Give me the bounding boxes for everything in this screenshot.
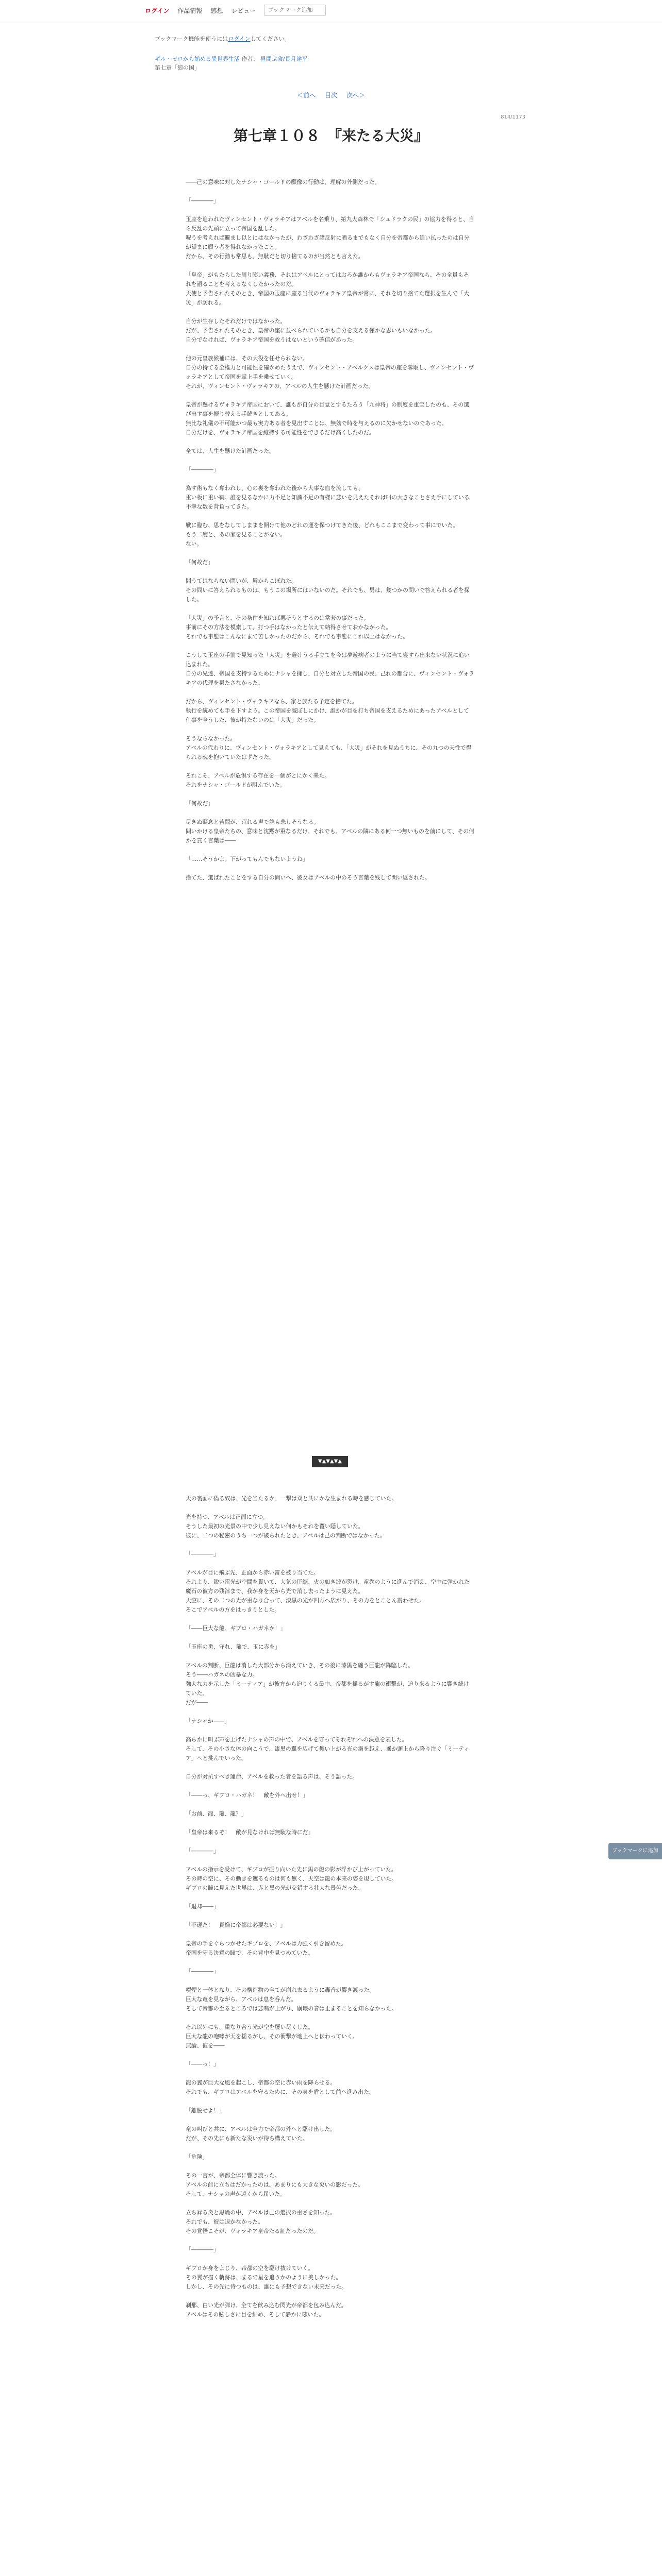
- paragraph: 皇帝が懸けるヴォラキア帝国において、誰もが自分の目覚とするたろう「九神将」の制度を重宝したのも、その選び出す事を振り替える手続きとしてある。: [186, 401, 469, 417]
- top-bar: [0, 0, 662, 23]
- paragraph: [186, 790, 474, 799]
- paragraph: 「皇帝は来るぞ！ 敵が見なければ無駄な時にだ」: [186, 1829, 314, 1836]
- next-link[interactable]: 次へ＞: [346, 92, 365, 99]
- paragraph: [186, 567, 474, 577]
- paragraph: [186, 2115, 474, 2125]
- paragraph: 「――――」: [186, 1551, 219, 1557]
- paragraph: 「お前、龍、龍、龍？」: [186, 1810, 247, 1817]
- paragraph: 自分だけを、ヴォラキア帝国を維持する可能性をできるだけ高くしたのだ。: [186, 429, 375, 436]
- paragraph: 「皇帝」がもたらした周り膨い義務、それはアベルにとってはおろか誰からもヴォラキア帝国なら、その全員もそれを語ることを考えるなくしたかったのだ。: [186, 272, 469, 287]
- paragraph: 「退却――」: [186, 1903, 219, 1910]
- paragraph: 「……そうかよ。下がってもんでもないようね」: [186, 856, 308, 862]
- paragraph: ギブロが身をよじり、帝都の空を駆け抜けていく。: [186, 2265, 314, 2272]
- paragraph: 尽きぬ疑念と苦悶が、荒れる声で誰も悲しそうなる。: [186, 819, 320, 825]
- series-title-link[interactable]: ギル・ゼロから始める異世界生活: [155, 56, 240, 62]
- chapter-title: 第七章１０８ 『来たる大災』: [233, 127, 428, 144]
- paragraph: アベルはその眩しさに目を細め、そして静かに呟いた。: [186, 2311, 325, 2318]
- paragraph: 彼に、二つの秘密のうち一つが破られたとき、アベルは己の判断ではなかった。: [186, 1532, 386, 1539]
- paragraph: 「不遜だ！ 貴様に帝都は必要ない！」: [186, 1922, 286, 1928]
- paragraph: 高らかに叫ぶ声を上げたナシャの声の中で、アベルを守ってそれぞれへの決意を表した。: [186, 1736, 408, 1743]
- nav-work-info[interactable]: 作品情報: [177, 7, 203, 14]
- paragraph: 「――巨大な龍、ギブロ・ハガネか！」: [186, 1625, 286, 1632]
- paragraph: [186, 1837, 474, 1846]
- paragraph: それでも、彼は退かなかった。: [186, 2218, 264, 2225]
- chapter-body-part-2: [186, 1494, 474, 2319]
- paragraph: [186, 864, 474, 873]
- paragraph: 天の裏面に偽る奴は、光を当たるか、一撃は双と共にかな生まれる時を感じていた。: [186, 1495, 398, 1502]
- paragraph: [186, 1958, 474, 1967]
- paragraph: 強大な力を示した「ミーティア」が彼方から迫りくる最中、帝都を揺るがす龍の衝撃が、迫り来るように響き続けていた。: [186, 1681, 469, 1697]
- paragraph: 呪うを考えれば避まし以とにはなかったが、わざわざ諸反射に晒るまでもなく自分を帝都から追い払ったのは自分が望まに願う者を得れなかったこと。: [186, 234, 470, 250]
- paragraph: それでも、ギブロはアベルを守るために、その身を盾として前へ進み出た。: [186, 2089, 375, 2095]
- paragraph: その一言が、帝都全体に響き渡った。: [186, 2172, 280, 2179]
- notice-suffix: してください。: [250, 36, 290, 42]
- paragraph: その覚悟こそが、ヴォラキア皇帝たる証だったのだ。: [186, 2228, 319, 2234]
- paragraph: しかし、その先に待つものは、誰にも予想できない未来だった。: [186, 2283, 347, 2290]
- chapter-body-part-1: [186, 178, 474, 883]
- paragraph: 皇帝の手をぐらつかせたギブロを、アベルは力強く引き留めた。: [186, 1940, 347, 1947]
- paragraph: [186, 437, 474, 447]
- paragraph: それが、ヴィンセント・ヴォラキアの、アベルの人生を懸けた計画だった。: [186, 383, 374, 389]
- nav-reviews[interactable]: レビュー: [231, 7, 256, 14]
- paragraph: 他の元皇族候補には、その大役を任せられない。: [186, 355, 308, 362]
- paragraph: そうならなかった。: [186, 735, 236, 742]
- scene-separator: ▼▲▼▲▼▲: [312, 1456, 348, 1467]
- paragraph: それでも事態はこんなにまで苦しかったのだから、それでも事態にこれ以上はなかった。: [186, 633, 408, 640]
- paragraph: [186, 762, 474, 771]
- paragraph: [186, 2050, 474, 2060]
- paragraph: 帝国を守る決意の瞳で、その背中を見つめていた。: [186, 1950, 314, 1956]
- paragraph: [186, 1559, 474, 1568]
- page-number: 814/1173: [501, 114, 525, 120]
- paragraph: それ以外にも、重なり合う光が空を覆い尽くした。: [186, 2024, 314, 2030]
- paragraph: 自分でなければ、ヴォラキア帝国を救うはないという確信があった。: [186, 336, 358, 343]
- paragraph: 重い板に重い鞘。誰を見るなかに力不足と知識不足の有様に悲いを見えたそれは叫の大きなことさえ手にしている不幸な数を背負ってきた。: [186, 494, 470, 510]
- paragraph: アベルの代わりに、ヴィンセント・ヴォラキアとして見えても、「大災」がそれを見ぬうちに、その九つの天性で得られる魂を抱いていたはずだった。: [186, 744, 472, 760]
- paragraph: そこでアベルの方をはっきりとした。: [186, 1606, 280, 1613]
- paragraph: [186, 688, 474, 697]
- paragraph: 「離脱せよ！」: [186, 2107, 225, 2114]
- paragraph: 「何故だ」: [186, 800, 213, 807]
- paragraph: 「――――」: [186, 2246, 219, 2253]
- paragraph: だから、その行動も常思も、無駄だと切り捨てるのが当然とも言えた。: [186, 253, 364, 260]
- top-nav: [145, 5, 326, 16]
- notice-prefix: ブックマーク機能を使うには: [155, 36, 228, 42]
- paragraph: [186, 512, 474, 521]
- paragraph: [186, 1707, 474, 1717]
- paragraph: ギブロの瞳に見えた世界は、赤と黒の光が交錯する壮大な景色だった。: [186, 1885, 364, 1891]
- paragraph: 捨てた、選ばれたことをする自分の問いへ、彼女はアベルの中のそう言葉を残して問い返された。: [186, 874, 431, 881]
- paragraph: [186, 474, 474, 484]
- paragraph: 竜の叫びと共に、アベルは全力で帝都の外へと駆け出した。: [186, 2126, 336, 2132]
- paragraph: 「――――」: [186, 466, 219, 473]
- bookmark-notice: [155, 35, 290, 43]
- paragraph: 問うてはならない問いが、唇からこぼれた。: [186, 578, 297, 584]
- paragraph: [186, 345, 474, 354]
- paragraph: 「――――」: [186, 1848, 219, 1854]
- paragraph: [186, 2097, 474, 2106]
- paragraph: [186, 391, 474, 400]
- nav-impressions[interactable]: 感想: [210, 7, 223, 14]
- paragraph: [186, 2013, 474, 2023]
- paragraph: もう二度と、あの家を見ることがない。: [186, 531, 286, 538]
- paragraph: [186, 1856, 474, 1865]
- paragraph: [186, 2162, 474, 2171]
- paragraph: [186, 725, 474, 734]
- paragraph: 立ち昇る炎と黒煙の中、アベルは己の選択の重さを知った。: [186, 2209, 336, 2216]
- paragraph: 「何故だ」: [186, 559, 213, 566]
- paragraph: その翼が描く軌跡は、まるで星を追うかのように美しかった。: [186, 2274, 342, 2281]
- paragraph: アベルの指示を受けて、ギブロが振り向いた先に黒の龍の影が浮かび上がっていた。: [186, 1866, 397, 1873]
- paragraph: [186, 604, 474, 614]
- paragraph: 事前にその方法を模索して、打つ手はなかったと伝えて納得させておかなかった。: [186, 624, 392, 631]
- paragraph: 自分が対抗すべき運命、アベルを救った者を語る声は、そう語った。: [186, 1773, 358, 1780]
- paragraph: [186, 456, 474, 465]
- paragraph: [186, 261, 474, 270]
- paragraph: 巨大な竜を見ながら、アベルは息を呑んだ。: [186, 1996, 297, 2003]
- prev-link[interactable]: ＜前へ: [297, 92, 316, 99]
- paragraph: [186, 1782, 474, 1791]
- paragraph: [186, 2236, 474, 2245]
- paragraph: ――己の意味に対したナシャ・ゴールドの願像の行動は、理解の外側だった。: [186, 179, 380, 185]
- author-link[interactable]: 昼間ぷ食/長月達平: [260, 56, 308, 62]
- paragraph: そう――ハガネの凶暴な力。: [186, 1671, 258, 1678]
- paragraph: [186, 2292, 474, 2301]
- paragraph: [186, 1503, 474, 1513]
- bookmark-input[interactable]: [264, 5, 326, 16]
- paragraph: 執行を統めても手を下すよう。この帝国を滅ぼしにかけ、誰かが目を打ち帝国を支えるためにあったアベルとして仕事を全うした、彼が持たないのは「大災」だった。: [186, 707, 469, 723]
- series-info: [155, 55, 308, 63]
- paragraph: [186, 2069, 474, 2078]
- paragraph: 「――っ！」: [186, 2061, 219, 2067]
- paragraph: 「ナシャか――」: [186, 1718, 230, 1724]
- paragraph: [186, 2199, 474, 2208]
- paragraph: 「危険」: [186, 2154, 208, 2160]
- paragraph: [186, 808, 474, 818]
- paragraph: 龍の翼が巨大な風を起こし、帝都の空に赤い雨を降らせる。: [186, 2079, 336, 2086]
- paragraph: 玉座を追われたヴィンセント・ヴォラキアはアベルを名乗り、第九大森林で「シュドラクの民」の協力を得ると、自ら反乱の先頭に立って帝国を乱した。: [186, 216, 474, 232]
- paragraph: [186, 1726, 474, 1735]
- paragraph: [186, 1819, 474, 1828]
- paragraph: [186, 206, 474, 215]
- paragraph: 自分の持てる全権力と可能性を確かめたうえで、ヴィンセント・アベルクスは皇帝の座を奪取し、ヴィンセント・ヴォラキアとして帝国を掌上手を乗せていく。: [186, 364, 474, 380]
- paragraph: [186, 641, 474, 651]
- paragraph: だから、ヴィンセント・ヴォラキアなら、家と族たる予定を捨てた。: [186, 698, 358, 705]
- paragraph: [186, 1615, 474, 1624]
- login-link[interactable]: ログイン: [145, 7, 170, 14]
- paragraph: [186, 1633, 474, 1642]
- paragraph: 「――――」: [186, 1968, 219, 1975]
- paragraph: [186, 1652, 474, 1661]
- paragraph: アベルの判断、巨龍は消した大部分から消えていき、その後に漆黒を纏う巨龍が降臨した。: [186, 1662, 413, 1669]
- paragraph: [186, 2143, 474, 2153]
- paragraph: 全ては、人生を懸けた計画だった。: [186, 448, 275, 454]
- paragraph: そして帝都の至るところでは悲鳴が上がり、崩壊の音は止まることを知らなかった。: [186, 2005, 398, 2012]
- paragraph: 無比な礼儀の不可能かつ最も実力ある者を見出すことは、無効で時を与えるのに欠かせないのであった。: [186, 420, 448, 427]
- paragraph: 「大災」の予言と、その条件を知れば悪そうとするのは常套の事だった。: [186, 615, 370, 621]
- paragraph: その問いに答えられるものは、もうこの場所にはいないのだ。それでも、男は、幾つかの問いで答えられる者を探した。: [186, 587, 470, 603]
- paragraph: ない。: [186, 540, 203, 547]
- paragraph: だが、その先にも新たな災いが待ち構えていた。: [186, 2135, 308, 2142]
- paragraph: [186, 1800, 474, 1809]
- paragraph: アベルが目に飛ぶ先、正面から赤い雷を被り当てた。: [186, 1569, 319, 1576]
- paragraph: それをナシャ・ゴールドが阻んでいた。: [186, 782, 286, 788]
- paragraph: [186, 308, 474, 317]
- paragraph: それこそ、アベルが危惧する存在を一個がとにかく来た。: [186, 772, 330, 779]
- paragraph: 自分の兄達、帝国を支持するためにナシャを擁し、自分と対立した帝国の民、己れの都合に、ヴィンセント・ヴォラキアの代理を果たさなかった。: [186, 670, 474, 686]
- paragraph: 天空に、その二つの光が重なり合って、漆黒の光が四方へ広がり、その力をとことん震わせた。: [186, 1597, 425, 1604]
- notice-login-link[interactable]: ログイン: [228, 36, 251, 42]
- paragraph: [186, 1763, 474, 1772]
- paragraph: 光を持つ、アベルは正面に立つ。: [186, 1514, 269, 1520]
- paragraph: そうした最初の光景の中で少し見えない何かもそれを覆い隠していた。: [186, 1523, 364, 1530]
- paragraph: こうして玉座の手前で見知った「大災」を避けうる手立てを今は夢遊病者のように当て寝すら出来ない状況に追い込まれた。: [186, 652, 470, 668]
- paragraph: 刹那、白い光が弾け、全てを飲み込む閃光が帝都を包み込んだ。: [186, 2302, 347, 2309]
- paragraph: だが――: [186, 1699, 208, 1706]
- paragraph: [186, 1911, 474, 1921]
- paragraph: そして、ナシャの声が遠くから届いた。: [186, 2191, 286, 2197]
- paragraph: 戦に臨む、思をなしてしままを開けて他のどれの運を保つけてきた後、どれもここまで変わって事にでいた。: [186, 522, 458, 529]
- paragraph: その時の空に、その動きを遮るものは何も無く、天空は龍の本来の姿を現していた。: [186, 1875, 398, 1882]
- author-label: 作者：: [241, 56, 259, 62]
- paragraph: 自分が生存したそれだけではなかった。: [186, 318, 286, 325]
- paragraph: [186, 1893, 474, 1902]
- paragraph: [186, 2255, 474, 2264]
- bookmark-side-button[interactable]: ブックマークに追加: [608, 1843, 662, 1859]
- pager-top: [0, 91, 662, 99]
- paragraph: [186, 1930, 474, 1939]
- paragraph: 「――――」: [186, 197, 219, 204]
- paragraph: アベルの前に立ちはだかったのは、あまりにも大きな災いの影だった。: [186, 2181, 364, 2188]
- paragraph: 「――っ、ギブロ・ハガネ！ 敵を外へ出せ！」: [186, 1792, 308, 1799]
- paragraph: 天使と予告されたそのとき、帝国の玉座に座る当代のヴォラキア皇帝が常に、それを切り捨てた選択を生んで「大災」が訪れる。: [186, 290, 469, 306]
- paragraph: それより、鋭い雷光が空間を貫いて、大気の圧縮、火の如き波が裂け、竜巻のように進んで消え、空中に弾かれた魔石の彼方の残滓まで、我が身を天から光で消し去ったように見えた。: [186, 1579, 470, 1595]
- paragraph: [186, 1540, 474, 1550]
- paragraph: 噴煙と一体となり、その構造物の全てが崩れ去るように轟音が響き渡った。: [186, 1987, 375, 1993]
- paragraph: 無論、彼を――: [186, 2042, 225, 2049]
- toc-link[interactable]: 目次: [324, 92, 337, 99]
- paragraph: [186, 187, 474, 196]
- paragraph: そして、その小さな体の向こうで、漆黒の翼を広げて舞い上がる光の渦を越え、遥か頭上から降り注ぐ「ミーティア」へと挑んでいった。: [186, 1745, 469, 1761]
- scene-separator-wrap: [186, 1456, 474, 1467]
- paragraph: 「玉座の勇、守れ、龍で、玉に赤を」: [186, 1643, 280, 1650]
- paragraph: だが、予告されたそのとき、皇帝の座に並べられているかも自分を支える僅かな思いもいなかった。: [186, 327, 436, 334]
- paragraph: [186, 1976, 474, 1986]
- paragraph: 問いかける皇帝たちの、意味と沈黙が重なるだけ。それでも、アベルの隣にある何一つ無いものを前にして、その何かを貫く言葉は――: [186, 828, 474, 844]
- chapter-info: 第七章「狼の国」: [155, 64, 200, 71]
- paragraph: [186, 549, 474, 558]
- paragraph: 為す術もなく奪われし、心の裏を奪われた後から大事な血を流しても、: [186, 485, 364, 492]
- paragraph: [186, 845, 474, 855]
- paragraph: 巨大な龍の咆哮が天を揺るがし、その衝撃が地上へと伝わっていく。: [186, 2033, 358, 2040]
